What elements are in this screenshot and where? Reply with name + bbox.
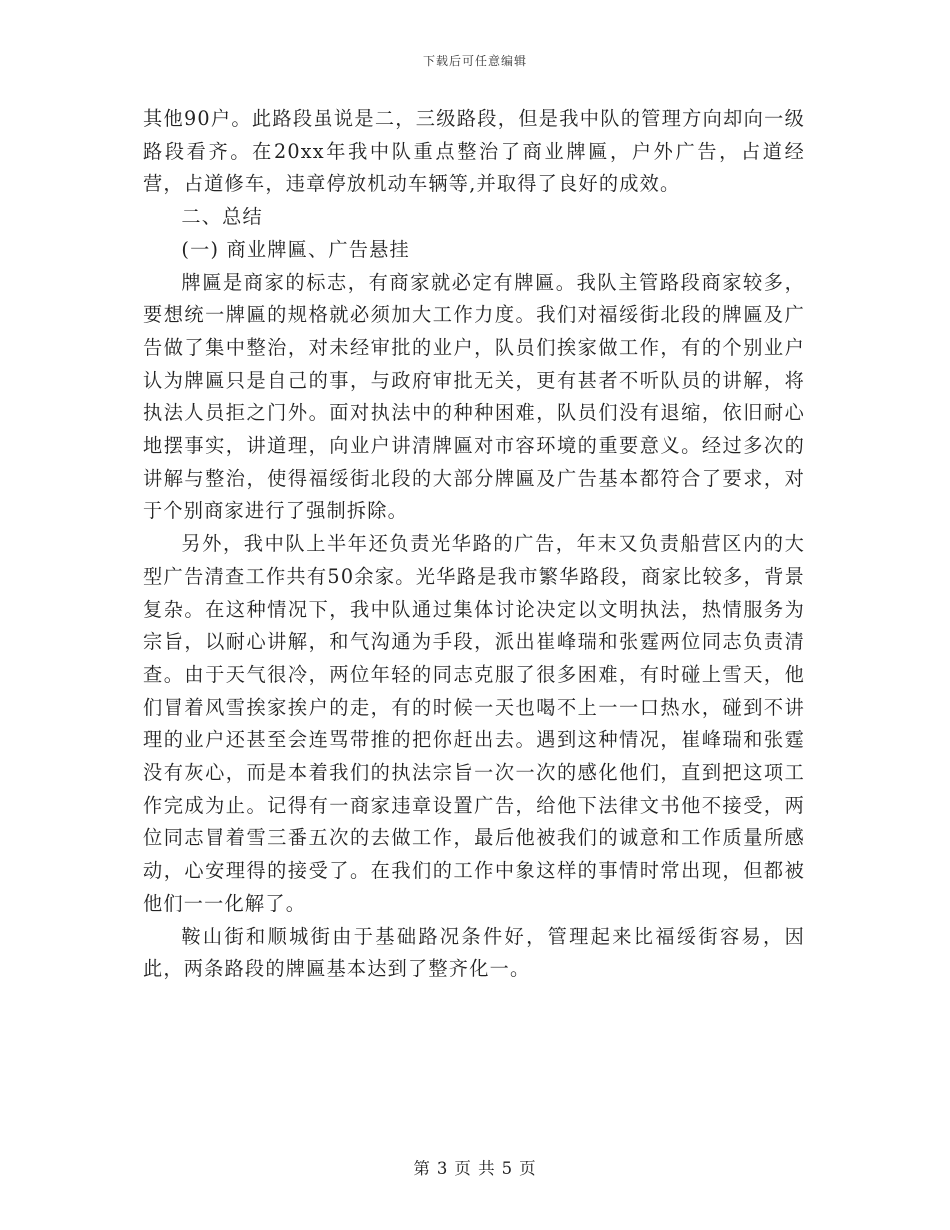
paragraph: 牌匾是商家的标志，有商家就必定有牌匾。我队主管路段商家较多，要想统一牌匾的规格就必须加大工作力度。我们对福绥街北段的牌匾及广告做了集中整治，对未经审批的业户，队员们挨家做工作，有的个别业户认为牌匾只是自己的事，与政府审批无关，更有甚者不听队员的讲解，将执法人员拒之门外。面对执法中的种种困难，队员们没有退缩，依旧耐心地摆事实，讲道理，向业户讲清牌匾对市容环境的重要意义。经过多次的讲解与整治，使得福绥街北段的大部分牌匾及广告基本都符合了要求，对于个别商家进行了强制拆除。 [143, 270, 805, 523]
section-heading: 二、总结 [181, 205, 263, 229]
page-number-current: 3 [436, 1159, 449, 1178]
page-number-mid: 页 共 [454, 1159, 496, 1178]
page-number-suffix: 页 [519, 1159, 537, 1178]
page-header: 下载后可任意编辑 [422, 54, 527, 68]
paragraph: 鞍山街和顺城街由于基础路况条件好，管理起来比福绥街容易，因此，两条路段的牌匾基本达到了整齐化一。 [143, 924, 805, 981]
page-footer [0, 1155, 950, 1179]
document-body [143, 103, 805, 986]
page-number-prefix: 第 [413, 1159, 431, 1178]
page-number-total: 5 [501, 1159, 514, 1178]
subsection-heading: (一) 商业牌匾、广告悬挂 [181, 237, 410, 261]
paragraph-continuation: 其他90户。此路段虽说是二，三级路段，但是我中队的管理方向却向一级路段看齐。在20xx年我中队重点整治了商业牌匾，户外广告，占道经营，占道修车，违章停放机动车辆等,并取得了良好的成效。 [143, 107, 805, 196]
paragraph: 另外，我中队上半年还负责光华路的广告，年末又负责船营区内的大型广告清查工作共有50余家。光华路是我市繁华路段，商家比较多，背景复杂。在这种情况下，我中队通过集体讨论决定以文明执法，热情服务为宗旨，以耐心讲解，和气沟通为手段，派出崔峰瑞和张霆两位同志负责清查。由于天气很冷，两位年轻的同志克服了很多困难，有时碰上雪天，他们冒着风雪挨家挨户的走，有的时候一天也喝不上一一口热水，碰到不讲理的业户还甚至会连骂带推的把你赶出去。遇到这种情况，崔峰瑞和张霆没有灰心，而是本着我们的执法宗旨一次一次的感化他们，直到把这项工作完成为止。记得有一商家违章设置广告，给他下法律文书他不接受，两位同志冒着雪三番五次的去做工作，最后他被我们的诚意和工作质量所感动，心安理得的接受了。在我们的工作中象这样的事情时常出现，但都被他们一一化解了。 [143, 532, 805, 915]
